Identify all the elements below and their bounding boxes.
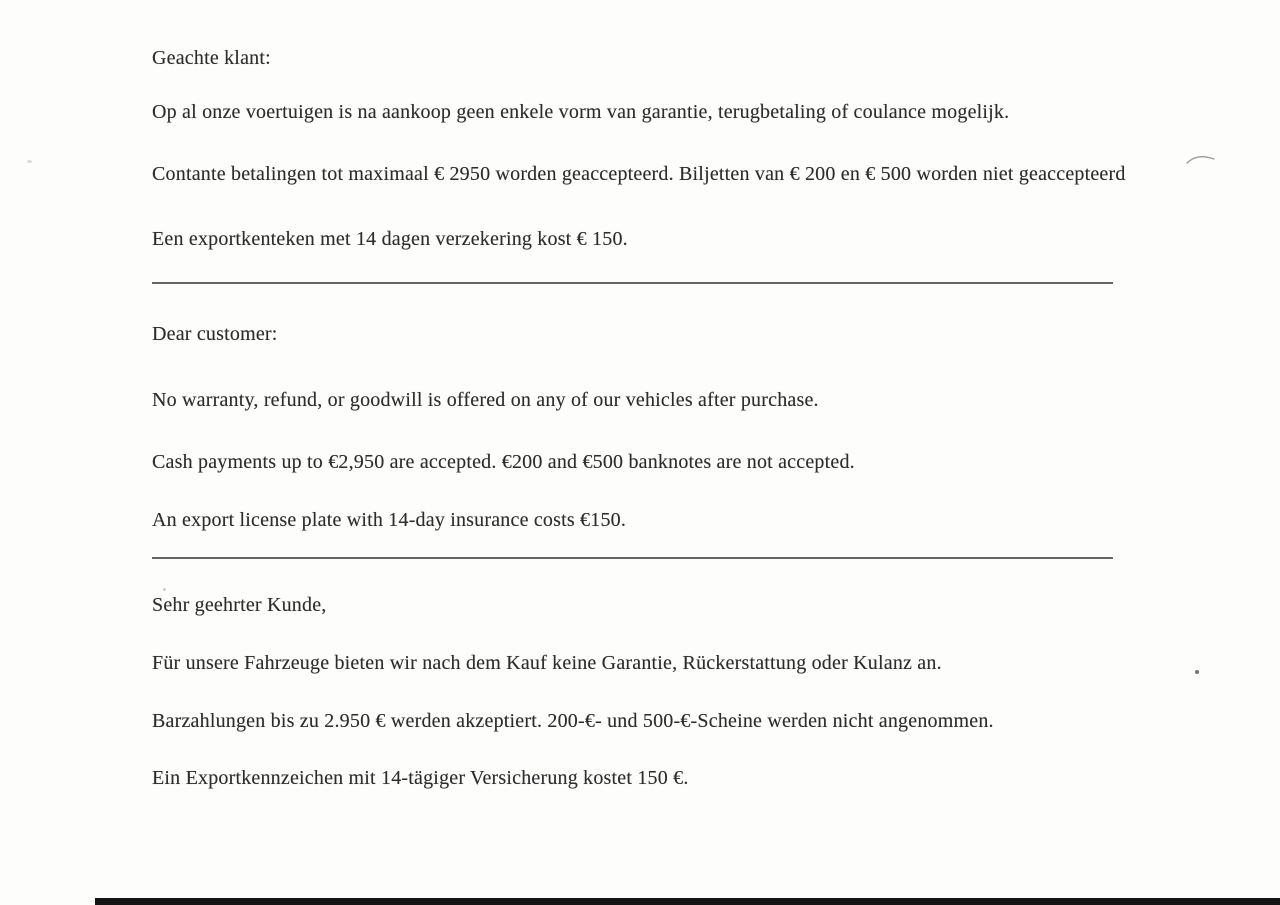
german-cash-line: Barzahlungen bis zu 2.950 € werden akzeptiert. 200-€- und 500-€-Scheine werden nicht angenommen. (152, 710, 994, 732)
english-salutation: Dear customer: (152, 323, 278, 345)
scanner-edge-bar (95, 898, 1280, 905)
dutch-salutation: Geachte klant: (152, 47, 271, 69)
scan-speck (27, 160, 32, 163)
dutch-cash-line: Contante betalingen tot maximaal € 2950 worden geaccepteerd. Biljetten van € 200 en € 500 worden niet geaccepteerd (152, 163, 1126, 185)
english-export-line: An export license plate with 14-day insurance costs €150. (152, 509, 627, 531)
dutch-export-line: Een exportkenteken met 14 dagen verzekering kost € 150. (152, 228, 628, 250)
english-cash-line: Cash payments up to €2,950 are accepted. €200 and €500 banknotes are not accepted. (152, 451, 855, 473)
english-warranty-line: No warranty, refund, or goodwill is offered on any of our vehicles after purchase. (152, 389, 819, 411)
dutch-warranty-line: Op al onze voertuigen is na aankoop geen enkele vorm van garantie, terugbetaling of coulance mogelijk. (152, 101, 1010, 123)
pen-mark-curl (1185, 152, 1217, 168)
german-export-line: Ein Exportkennzeichen mit 14-tägiger Versicherung kostet 150 €. (152, 767, 689, 789)
scan-speck (1195, 670, 1199, 674)
section-divider-top (152, 282, 1113, 284)
german-salutation: Sehr geehrter Kunde, (152, 594, 327, 616)
scan-speck (163, 588, 166, 591)
german-warranty-line: Für unsere Fahrzeuge bieten wir nach dem Kauf keine Garantie, Rückerstattung oder Kulanz an. (152, 652, 942, 674)
section-divider-bottom (152, 557, 1113, 559)
